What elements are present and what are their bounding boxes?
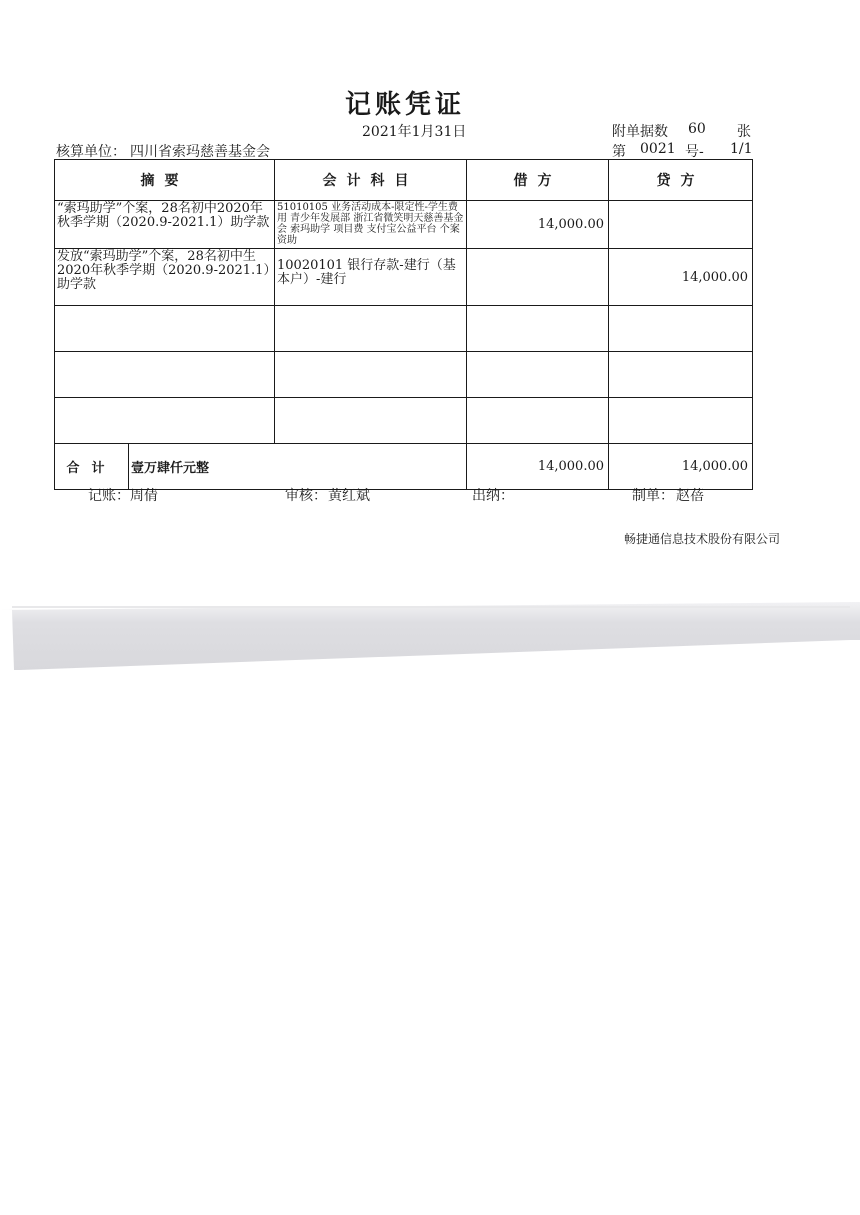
row-summary: “索玛助学”个案，28名初中2020年秋季学期（2020.9-2021.1）助学款 [55, 201, 275, 249]
empty-cell [275, 306, 467, 352]
total-label: 合计 [55, 444, 129, 490]
voucher-number-suffix: 号- [685, 144, 704, 160]
header-summary: 摘要 [55, 160, 275, 201]
accounting-unit-label: 核算单位： [56, 144, 126, 160]
empty-cell [55, 306, 275, 352]
table-row [55, 201, 753, 249]
bookkeeper-label: 记账： [88, 488, 130, 504]
scan-paper-edge [12, 606, 850, 608]
total-debit: 14,000.00 [467, 444, 609, 490]
empty-row [55, 306, 753, 352]
software-company: 畅捷通信息技术股份有限公司 [624, 532, 781, 546]
empty-cell [55, 398, 275, 444]
preparer-name: 赵蓓 [676, 488, 704, 504]
empty-cell [467, 398, 609, 444]
attachment-label: 附单据数 [612, 124, 668, 140]
reviewer-name: 黄红斌 [328, 488, 370, 504]
empty-cell [467, 352, 609, 398]
header-account: 会计科目 [275, 160, 467, 201]
total-credit: 14,000.00 [609, 444, 753, 490]
empty-cell [609, 398, 753, 444]
voucher-table [54, 159, 753, 490]
row-credit: 14,000.00 [609, 249, 753, 306]
empty-cell [275, 352, 467, 398]
row-debit: 14,000.00 [467, 201, 609, 249]
empty-row [55, 398, 753, 444]
header-credit: 贷方 [609, 160, 753, 201]
header-debit: 借方 [467, 160, 609, 201]
accounting-unit-name: 四川省索玛慈善基金会 [130, 144, 270, 160]
voucher-number: 0021 [640, 141, 676, 157]
empty-cell [609, 306, 753, 352]
scan-shadow [0, 602, 860, 672]
voucher-number-label: 第 [612, 144, 626, 160]
row-account: 10020101 银行存款-建行（基本户）-建行 [275, 249, 467, 306]
bookkeeper-name: 周倩 [130, 488, 158, 504]
cashier-label: 出纳： [472, 488, 514, 504]
reviewer-label: 审核： [285, 488, 327, 504]
row-debit [467, 249, 609, 306]
row-credit [609, 201, 753, 249]
attachment-unit: 张 [737, 124, 751, 140]
attachment-count: 60 [688, 121, 706, 137]
total-amount-in-words: 壹万肆仟元整 [129, 444, 467, 490]
preparer-label: 制单： [632, 488, 674, 504]
empty-row [55, 352, 753, 398]
empty-cell [609, 352, 753, 398]
empty-cell [55, 352, 275, 398]
empty-cell [275, 398, 467, 444]
row-account: 51010105 业务活动成本-限定性-学生费用 青少年发展部 浙江省微笑明天慈善基金会 索玛助学 项目费 支付宝公益平台 个案资助 [275, 201, 467, 249]
voucher-date: 2021年1月31日 [362, 124, 467, 140]
table-header-row [55, 160, 753, 201]
voucher-page: 1/1 [730, 141, 753, 157]
table-row [55, 249, 753, 306]
total-row [55, 444, 753, 490]
empty-cell [467, 306, 609, 352]
row-summary: 发放“索玛助学”个案，28名初中生2020年秋季学期（2020.9-2021.1）助学款 [55, 249, 275, 306]
voucher-title: 记账凭证 [344, 90, 465, 120]
